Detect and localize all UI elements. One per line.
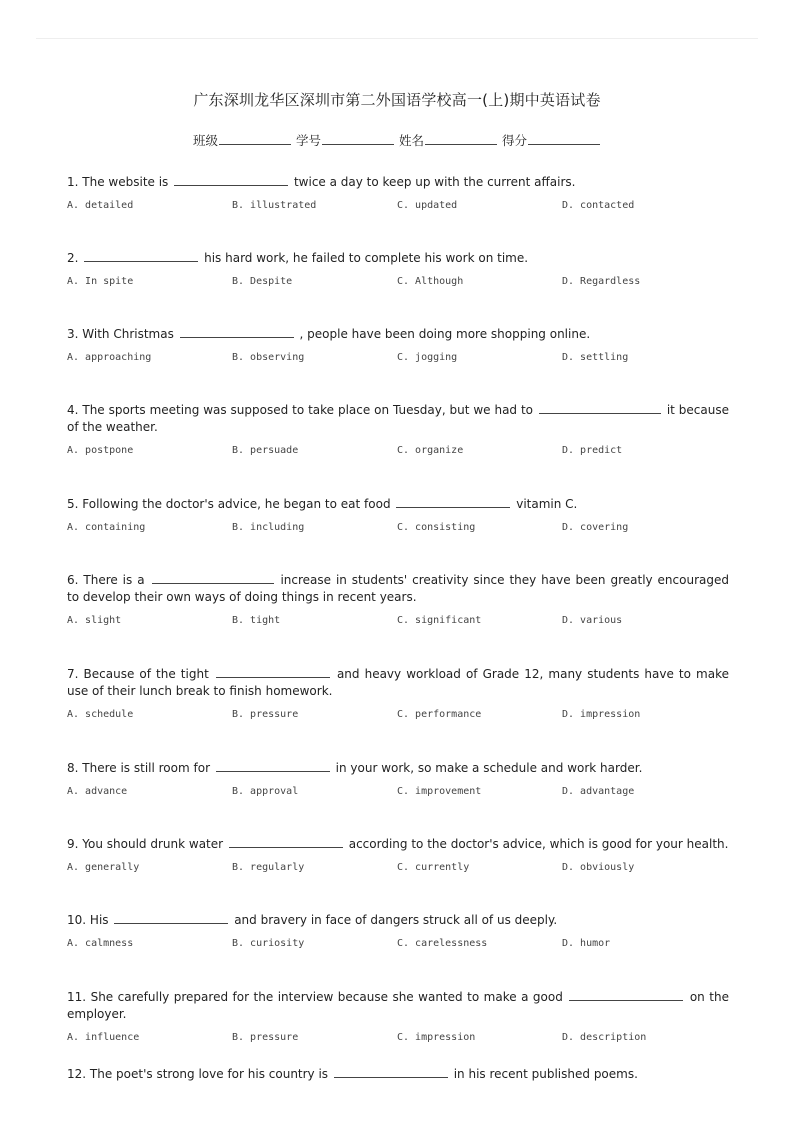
option-c: C. performance bbox=[397, 709, 482, 720]
stem-after: twice a day to keep up with the current affairs. bbox=[293, 175, 576, 189]
options-row bbox=[67, 352, 729, 366]
question-number: 9. bbox=[67, 837, 79, 851]
option-d: D. humor bbox=[562, 938, 611, 949]
options-row bbox=[67, 200, 729, 214]
question-6 bbox=[67, 571, 729, 629]
stem-after: it because of the weather. bbox=[67, 403, 729, 434]
stem-before: Following the doctor's advice, he began to eat food bbox=[82, 497, 391, 511]
page-title: 广东深圳龙华区深圳市第二外国语学校高一(上)期中英语试卷 bbox=[193, 91, 601, 109]
option-d: D. description bbox=[562, 1032, 647, 1043]
question-stem bbox=[67, 759, 729, 777]
option-a: A. detailed bbox=[67, 200, 134, 211]
option-a: A. advance bbox=[67, 786, 128, 797]
header-divider bbox=[36, 38, 758, 39]
answer-blank bbox=[569, 988, 683, 1001]
name-blank bbox=[425, 132, 497, 145]
stem-before: The sports meeting was supposed to take place on Tuesday, but we had to bbox=[82, 403, 533, 417]
question-number: 7. bbox=[67, 667, 79, 681]
option-d: D. various bbox=[562, 615, 623, 626]
options-row bbox=[67, 709, 729, 723]
option-c: C. significant bbox=[397, 615, 482, 626]
stem-after: vitamin C. bbox=[516, 497, 578, 511]
stem-after: , people have been doing more shopping online. bbox=[299, 327, 591, 341]
question-2 bbox=[67, 249, 729, 290]
question-7 bbox=[67, 665, 729, 723]
question-number: 5. bbox=[67, 497, 79, 511]
question-stem bbox=[67, 835, 729, 853]
stem-before: Because of the tight bbox=[83, 667, 209, 681]
question-number: 12. bbox=[67, 1067, 87, 1081]
option-d: D. impression bbox=[562, 709, 641, 720]
stem-before: There is still room for bbox=[82, 761, 210, 775]
question-1 bbox=[67, 173, 729, 214]
option-a: A. approaching bbox=[67, 352, 152, 363]
student-info-line bbox=[0, 131, 794, 149]
id-blank bbox=[322, 132, 394, 145]
option-a: A. schedule bbox=[67, 709, 134, 720]
class-blank bbox=[219, 132, 291, 145]
question-stem bbox=[67, 249, 729, 267]
options-row bbox=[67, 522, 729, 536]
option-d: D. covering bbox=[562, 522, 629, 533]
question-number: 1. bbox=[67, 175, 79, 189]
option-c: C. updated bbox=[397, 200, 458, 211]
class-label: 班级 bbox=[192, 133, 218, 148]
answer-blank bbox=[84, 249, 198, 262]
score-label: 得分 bbox=[501, 133, 527, 148]
stem-after: and bravery in face of dangers struck all of us deeply. bbox=[234, 913, 558, 927]
option-d: D. settling bbox=[562, 352, 629, 363]
option-b: B. pressure bbox=[232, 709, 299, 720]
answer-blank bbox=[229, 835, 343, 848]
stem-before: The website is bbox=[82, 175, 169, 189]
question-5 bbox=[67, 495, 729, 536]
question-stem bbox=[67, 665, 729, 700]
answer-blank bbox=[539, 401, 661, 414]
stem-before: His bbox=[89, 913, 109, 927]
question-number: 6. bbox=[67, 573, 79, 587]
options-row bbox=[67, 445, 729, 459]
stem-before: With Christmas bbox=[82, 327, 174, 341]
question-number: 10. bbox=[67, 913, 87, 927]
question-number: 3. bbox=[67, 327, 79, 341]
question-4 bbox=[67, 401, 729, 459]
question-stem bbox=[67, 495, 729, 513]
option-a: A. generally bbox=[67, 862, 140, 873]
option-c: C. jogging bbox=[397, 352, 458, 363]
option-a: A. postpone bbox=[67, 445, 134, 456]
question-number: 2. bbox=[67, 251, 79, 265]
answer-blank bbox=[114, 911, 228, 924]
answer-blank bbox=[334, 1065, 448, 1078]
stem-after: increase in students' creativity since they have been greatly encouraged to develop their own ways of doing things in recent years. bbox=[67, 573, 729, 604]
option-b: B. including bbox=[232, 522, 305, 533]
option-b: B. observing bbox=[232, 352, 305, 363]
option-b: B. curiosity bbox=[232, 938, 305, 949]
answer-blank bbox=[216, 759, 330, 772]
options-row bbox=[67, 938, 729, 952]
options-row bbox=[67, 1032, 729, 1046]
answer-blank bbox=[396, 495, 510, 508]
question-stem bbox=[67, 988, 729, 1023]
option-c: C. consisting bbox=[397, 522, 476, 533]
options-row bbox=[67, 276, 729, 290]
answer-blank bbox=[174, 173, 288, 186]
stem-before: There is a bbox=[83, 573, 145, 587]
stem-after: in his recent published poems. bbox=[453, 1067, 638, 1081]
option-a: A. calmness bbox=[67, 938, 134, 949]
stem-after: according to the doctor's advice, which is good for your health. bbox=[348, 837, 729, 851]
option-b: B. persuade bbox=[232, 445, 299, 456]
answer-blank bbox=[180, 325, 294, 338]
name-label: 姓名 bbox=[398, 133, 424, 148]
answer-blank bbox=[152, 571, 274, 584]
question-number: 4. bbox=[67, 403, 79, 417]
stem-after: on the employer. bbox=[67, 990, 729, 1021]
option-b: B. approval bbox=[232, 786, 299, 797]
question-stem bbox=[67, 1065, 729, 1083]
stem-before: The poet's strong love for his country is bbox=[89, 1067, 329, 1081]
option-b: B. regularly bbox=[232, 862, 305, 873]
stem-after: and heavy workload of Grade 12, many students have to make use of their lunch break to finish homework. bbox=[67, 667, 729, 698]
option-a: A. In spite bbox=[67, 276, 134, 287]
option-c: C. currently bbox=[397, 862, 470, 873]
question-stem bbox=[67, 325, 729, 343]
question-stem bbox=[67, 173, 729, 191]
stem-before: You should drunk water bbox=[82, 837, 224, 851]
question-number: 8. bbox=[67, 761, 79, 775]
question-stem bbox=[67, 401, 729, 436]
stem-after: his hard work, he failed to complete his work on time. bbox=[204, 251, 529, 265]
option-a: A. influence bbox=[67, 1032, 140, 1043]
question-10 bbox=[67, 911, 729, 952]
option-d: D. contacted bbox=[562, 200, 635, 211]
option-b: B. pressure bbox=[232, 1032, 299, 1043]
option-c: C. organize bbox=[397, 445, 464, 456]
question-stem bbox=[67, 571, 729, 606]
option-b: B. tight bbox=[232, 615, 281, 626]
option-d: D. obviously bbox=[562, 862, 635, 873]
option-c: C. impression bbox=[397, 1032, 476, 1043]
question-11 bbox=[67, 988, 729, 1046]
option-d: D. predict bbox=[562, 445, 623, 456]
option-c: C. carelessness bbox=[397, 938, 488, 949]
options-row bbox=[67, 615, 729, 629]
question-8 bbox=[67, 759, 729, 800]
option-b: B. illustrated bbox=[232, 200, 317, 211]
option-d: D. advantage bbox=[562, 786, 635, 797]
question-3 bbox=[67, 325, 729, 366]
question-stem bbox=[67, 911, 729, 929]
options-row bbox=[67, 862, 729, 876]
score-blank bbox=[528, 132, 600, 145]
options-row bbox=[67, 786, 729, 800]
stem-after: in your work, so make a schedule and work harder. bbox=[335, 761, 643, 775]
question-9 bbox=[67, 835, 729, 876]
option-c: C. Although bbox=[397, 276, 464, 287]
option-d: D. Regardless bbox=[562, 276, 641, 287]
answer-blank bbox=[216, 665, 330, 678]
option-b: B. Despite bbox=[232, 276, 293, 287]
question-number: 11. bbox=[67, 990, 87, 1004]
id-label: 学号 bbox=[295, 133, 321, 148]
option-c: C. improvement bbox=[397, 786, 482, 797]
stem-before: She carefully prepared for the interview because she wanted to make a good bbox=[90, 990, 563, 1004]
option-a: A. slight bbox=[67, 615, 122, 626]
option-a: A. containing bbox=[67, 522, 146, 533]
question-12 bbox=[67, 1065, 729, 1083]
